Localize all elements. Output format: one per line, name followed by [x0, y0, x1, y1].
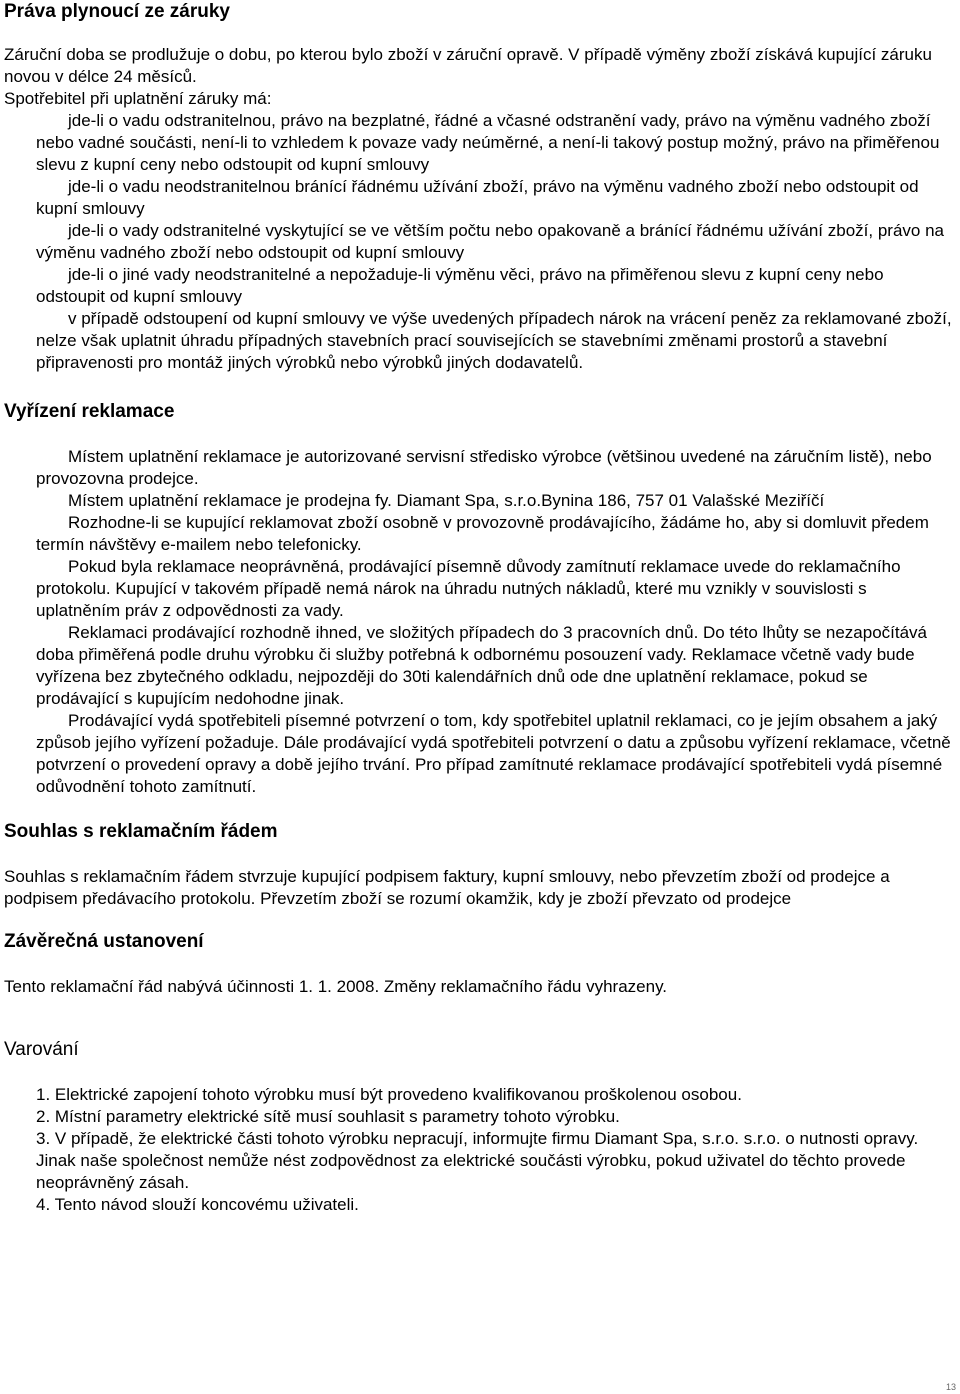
- warning-list: [4, 1084, 952, 1216]
- complaint-paragraph: Rozhodne-li se kupující reklamovat zboží osobně v provozovně prodávajícího, žádáme ho, aby si domluvit předem termín návštěvy e-mailem nebo telefonicky.: [36, 513, 929, 554]
- warning-item: 3. V případě, že elektrické části tohoto výrobku nepracují, informujte firmu Diamant Spa, s.r.o. s.r.o. o nutnosti opravy. Jinak naše společnost nemůže nést zodpovědnost za elektrické součásti výrobku, pokud uživatel do těchto provede neoprávněný zásah.: [36, 1129, 919, 1192]
- section-title-complaint-handling: Vyřízení reklamace: [4, 401, 175, 422]
- complaint-paragraph: Prodávající vydá spotřebiteli písemné potvrzení o tom, kdy spotřebitel uplatnil reklamaci, co je jejím obsahem a jaký způsob jejího vyřízení požaduje. Dále prodávající vydá spotřebiteli potvrzení o datu a způsobu vyřízení reklamace, včetně potvrzení o provedení opravy a době jejího trvání. Pro případ zamítnuté reklamace prodávající spotřebiteli vydá písemné odůvodnění tohoto zamítnutí.: [36, 711, 951, 796]
- rights-list: [4, 110, 952, 374]
- consent-text: Souhlas s reklamačním řádem stvrzuje kupující podpisem faktury, kupní smlouvy, nebo převzetím zboží od prodejce a podpisem předávacího protokolu. Převzetím zboží se rozumí okamžik, kdy je zboží převzato od prodejce: [4, 867, 890, 908]
- right-item: jde-li o vadu odstranitelnou, právo na bezplatné, řádné a včasné odstranění vady, právo na výměnu vadného zboží nebo vadné součásti, není-li to vzhledem k povaze vady neúměrné, a není-li takový postup možný, právo na přiměřenou slevu z kupní ceny nebo odstoupit od kupní smlouvy: [36, 111, 940, 174]
- section-title-warranty: Práva plynoucí ze záruky: [4, 1, 230, 22]
- complaint-paragraph: Místem uplatnění reklamace je prodejna fy. Diamant Spa, s.r.o.Bynina 186, 757 01 Valašské Meziříčí: [68, 491, 825, 510]
- section-title-final: Závěrečná ustanovení: [4, 931, 204, 952]
- right-item: jde-li o vadu neodstranitelnou bránící řádnému užívání zboží, právo na výměnu vadného zboží nebo odstoupit od kupní smlouvy: [36, 177, 919, 218]
- right-item: jde-li o vady odstranitelné vyskytující se ve větším počtu nebo opakovaně a bránící řádnému užívání zboží, právo na výměnu vadného zboží nebo odstoupit od kupní smlouvy: [36, 221, 944, 262]
- rights-lead: Spotřebitel při uplatnění záruky má:: [4, 89, 272, 108]
- page-number: 13: [945, 1382, 956, 1392]
- complaint-paragraph: Místem uplatnění reklamace je autorizované servisní středisko výrobce (většinou uvedené na záručním listě), nebo provozovna prodejce.: [36, 447, 932, 488]
- section-title-warning: Varování: [4, 1039, 79, 1060]
- warning-item: 2. Místní parametry elektrické sítě musí souhlasit s parametry tohoto výrobku.: [36, 1107, 620, 1126]
- complaint-paragraph: Pokud byla reklamace neoprávněná, prodávající písemně důvody zamítnutí reklamace uvede do reklamačního protokolu. Kupující v takovém případě nemá nárok na úhradu nutných nákladů, které mu vznikly v souvislosti s uplatněním práv z odpovědnosti za vady.: [36, 557, 901, 620]
- right-item: v případě odstoupení od kupní smlouvy ve výše uvedených případech nárok na vrácení peněz za reklamované zboží, nelze však uplatnit úhradu případných stavebních prací souvisejících se stavebními změnami prostorů a stavební připravenosti pro montáž jiných výrobků nebo výrobků jiných dodavatelů.: [36, 309, 952, 372]
- section-title-consent: Souhlas s reklamačním řádem: [4, 821, 278, 842]
- complaint-paragraph: Reklamaci prodávající rozhodně ihned, ve složitých případech do 3 pracovních dnů. Do této lhůty se nezapočítává doba přiměřená podle druhu výrobku či služby potřebná k odbornému posouzení vady. Reklamace včetně vady bude vyřízena bez zbytečného odkladu, nejpozději do 30ti kalendářních dnů ode dne uplatnění reklamace, pokud se prodávající s kupujícím nedohodne jinak.: [36, 623, 928, 708]
- right-item: jde-li o jiné vady neodstranitelné a nepožaduje-li výměnu věci, právo na přiměřenou slevu z kupní ceny nebo odstoupit od kupní smlouvy: [36, 265, 884, 306]
- complaint-paragraphs: [4, 446, 952, 798]
- warranty-intro: Záruční doba se prodlužuje o dobu, po kterou bylo zboží v záruční opravě. V případě výměny zboží získává kupující záruku novou v délce 24 měsíců.: [4, 45, 932, 86]
- warning-item: 1. Elektrické zapojení tohoto výrobku musí být provedeno kvalifikovanou proškolenou osobou.: [36, 1085, 742, 1104]
- final-text: Tento reklamační řád nabývá účinnosti 1. 1. 2008. Změny reklamačního řádu vyhrazeny.: [4, 977, 668, 996]
- warning-item: 4. Tento návod slouží koncovému uživateli.: [36, 1195, 359, 1214]
